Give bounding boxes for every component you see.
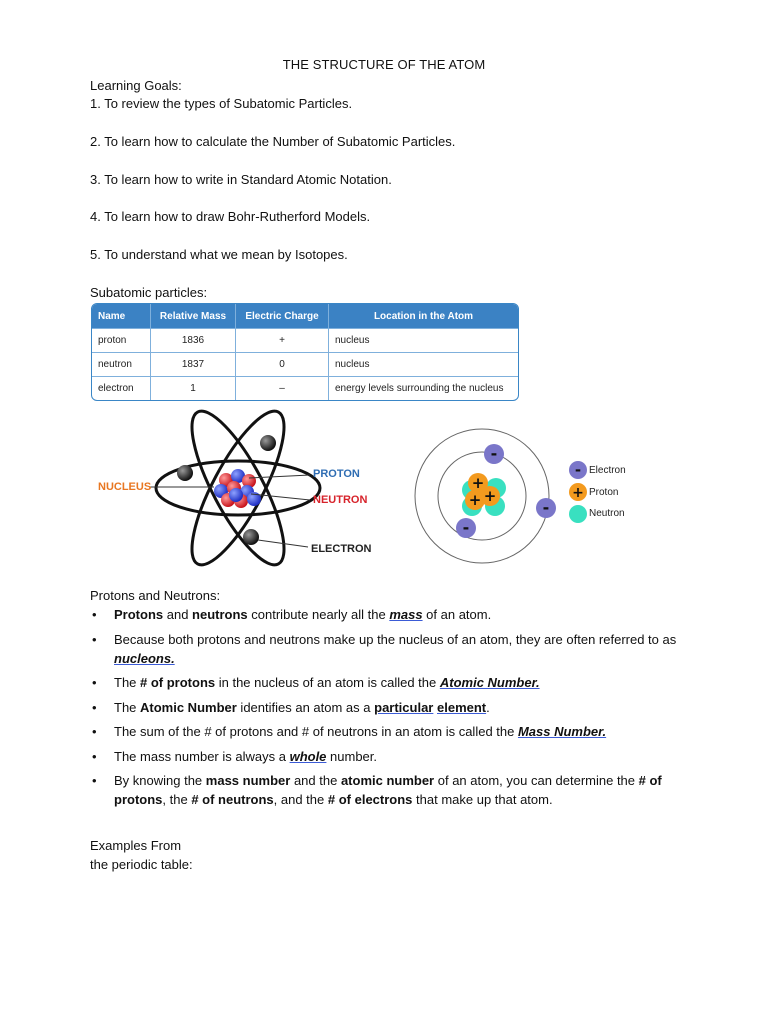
text-run: Because both protons and neutrons make up the nucleus of an atom, they are often referred to as xyxy=(114,631,677,647)
examples-heading-line1: Examples From xyxy=(90,838,182,853)
svg-text:-: - xyxy=(574,461,582,479)
term-mass-number: Mass Number. xyxy=(517,724,607,739)
learning-goal-5: 5. To understand what we mean by Isotopes. xyxy=(90,247,348,262)
cell-relative-mass: 1836 xyxy=(151,329,236,353)
term-whole: whole xyxy=(289,748,327,764)
term-element: element xyxy=(437,699,487,715)
learning-goal-1: 1. To review the types of Subatomic Particles. xyxy=(90,96,353,111)
cell-relative-mass: 1837 xyxy=(151,353,236,377)
neutron-label: NEUTRON xyxy=(313,494,368,506)
text-run: and the xyxy=(290,773,341,788)
list-item xyxy=(90,771,690,809)
term-num-neutrons: # of neutrons xyxy=(191,792,274,807)
text-run: and xyxy=(163,607,193,622)
protons-neutrons-heading: Protons and Neutrons: xyxy=(90,588,221,603)
cell-name: neutron xyxy=(92,353,151,377)
text-run: , the xyxy=(162,792,192,807)
text-run: The xyxy=(114,699,141,715)
term-mass-number-bold: mass number xyxy=(205,773,291,788)
text-run: of an atom. xyxy=(422,607,492,622)
term-atomic-number-bold: Atomic Number xyxy=(140,699,237,715)
cell-location: nucleus xyxy=(329,329,519,353)
svg-text:+: + xyxy=(471,474,485,492)
cell-electric-charge: + xyxy=(236,329,329,353)
bohr-legend xyxy=(569,461,587,523)
term-num-protons-2: # of protons xyxy=(114,773,662,807)
text-run: The xyxy=(114,675,141,690)
list-item xyxy=(90,747,690,766)
list-item xyxy=(90,605,690,624)
term-neutrons: neutrons xyxy=(192,607,248,622)
svg-text:-: - xyxy=(462,518,470,537)
text-run: of an atom, you can determine the xyxy=(434,773,639,788)
electron-particle xyxy=(177,465,193,481)
table-row xyxy=(92,353,518,377)
cell-electric-charge: 0 xyxy=(236,353,329,377)
list-item xyxy=(90,630,690,668)
text-run: , and the xyxy=(273,792,328,807)
text-run: number. xyxy=(326,748,378,764)
column-header-relative-mass: Relative Mass xyxy=(151,304,236,329)
term-mass: mass xyxy=(389,607,423,622)
nucleus xyxy=(214,469,261,508)
term-num-electrons: # of electrons xyxy=(327,792,413,807)
table-header-row xyxy=(92,304,518,329)
term-atomic-number: Atomic Number. xyxy=(439,675,540,690)
column-header-location: Location in the Atom xyxy=(329,304,519,329)
list-item xyxy=(90,722,690,741)
text-run: identifies an atom as a xyxy=(236,699,375,715)
term-num-protons: # of protons xyxy=(140,675,216,690)
cell-electric-charge: – xyxy=(236,377,329,401)
text-run: contribute nearly all the xyxy=(247,607,390,622)
text-run: By knowing the xyxy=(114,773,206,788)
text-run: . xyxy=(486,699,490,715)
subatomic-table xyxy=(91,303,519,401)
list-item xyxy=(90,673,690,692)
protons-neutrons-list xyxy=(90,605,690,815)
learning-goal-3: 3. To learn how to write in Standard Atomic Notation. xyxy=(90,172,392,187)
subatomic-heading: Subatomic particles: xyxy=(90,285,208,300)
proton-label: PROTON xyxy=(313,468,360,480)
column-header-name: Name xyxy=(92,304,151,329)
term-particular: particular xyxy=(374,699,434,715)
cell-name: electron xyxy=(92,377,151,401)
svg-text:-: - xyxy=(490,444,498,463)
text-run: in the nucleus of an atom is called the xyxy=(215,675,440,690)
learning-goals-heading: Learning Goals: xyxy=(90,78,182,93)
examples-heading-line2: the periodic table: xyxy=(90,857,193,872)
nucleus-label: NUCLEUS xyxy=(98,481,152,493)
cell-name: proton xyxy=(92,329,151,353)
learning-goal-4: 4. To learn how to draw Bohr-Rutherford Models. xyxy=(90,209,371,224)
svg-text:+: + xyxy=(483,487,497,505)
text-run: that make up that atom. xyxy=(412,792,553,807)
svg-text:+: + xyxy=(468,491,482,509)
cell-relative-mass: 1 xyxy=(151,377,236,401)
term-atomic-number-bold-2: atomic number xyxy=(340,773,435,788)
cell-location: nucleus xyxy=(329,353,519,377)
list-item xyxy=(90,698,690,717)
electron-particle xyxy=(260,435,276,451)
cell-location: energy levels surrounding the nucleus xyxy=(329,377,519,401)
column-header-electric-charge: Electric Charge xyxy=(236,304,329,329)
svg-text:-: - xyxy=(542,498,550,517)
text-run: The mass number is always a xyxy=(114,748,290,764)
bohr-nucleus xyxy=(462,473,506,516)
term-nucleons: nucleons. xyxy=(114,650,175,666)
learning-goal-2: 2. To learn how to calculate the Number of Subatomic Particles. xyxy=(90,134,456,149)
table-row xyxy=(92,377,518,401)
text-run: The sum of the # of protons and # of neutrons in an atom is called the xyxy=(114,724,518,739)
legend-proton-label: Proton xyxy=(589,487,619,498)
table-row xyxy=(92,329,518,353)
page-title: THE STRUCTURE OF THE ATOM xyxy=(282,57,486,72)
legend-neutron-swatch xyxy=(569,505,587,523)
term-protons: Protons xyxy=(114,607,164,622)
legend-neutron-label: Neutron xyxy=(589,508,625,519)
electron-label: ELECTRON xyxy=(311,543,372,555)
legend-electron-label: Electron xyxy=(589,465,626,476)
svg-text:+: + xyxy=(572,485,584,501)
electron-particle xyxy=(243,529,259,545)
